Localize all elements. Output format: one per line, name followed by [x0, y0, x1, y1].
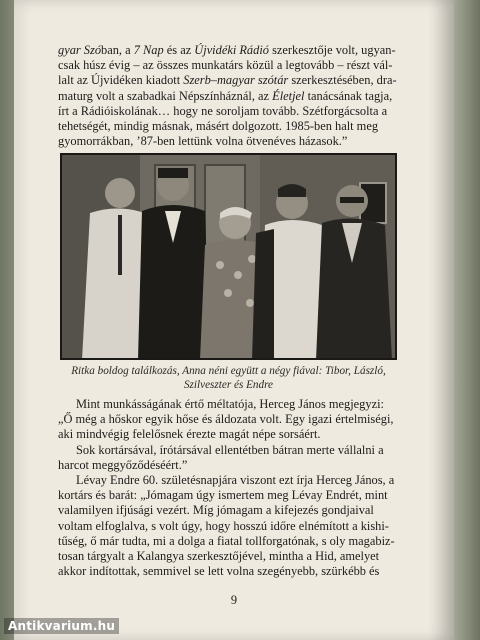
text-line — [58, 104, 420, 119]
paragraph — [58, 443, 420, 473]
text-run: és az — [163, 43, 195, 57]
page-number: 9 — [230, 593, 238, 607]
italic-title: Újvidéki Rádió — [194, 43, 269, 57]
text-line: aki mindvégig felelősnek érezte magát népe sorsáért. — [58, 427, 321, 442]
italic-title: gyar Szó — [58, 43, 102, 57]
caption-line: Ritka boldog találkozás, Anna néni együtt a négy fiával: Tibor, László, — [71, 365, 386, 377]
text-run: tehetségét, mindig másnak, másért dolgozott. 1985-ben halt meg — [58, 119, 379, 134]
book-page — [14, 0, 454, 640]
text-line — [58, 89, 420, 104]
text-line: Mint munkásságának értő méltatója, Herceg János megjegyzi: — [76, 397, 384, 411]
text-line: tosan tárgyalt a Kalangya szerkesztőjével, mintha a Hid, amelyet — [58, 549, 380, 564]
text-line: „Ő még a hőskor egyik hőse és áldozata volt. Egy igazi értelmiségi, — [58, 412, 394, 427]
text-line: harcot meggyőződéséért.” — [58, 457, 188, 472]
text-run: ban, a — [101, 43, 134, 57]
text-line: akkor indítottak, semmivel se lett volna szegényebb, szürkébb és — [58, 564, 380, 579]
watermark-label: Antikvarium.hu — [4, 618, 119, 634]
text-line — [58, 119, 420, 134]
text-line: tűség, ő már tudta, mi a dolga a fiatal tollforgatónak, s oly magabiz- — [58, 533, 395, 548]
text-run: maturg volt a szabadkai Népszínháznál, az — [58, 88, 273, 103]
text-line: Sok kortársával, írótársával ellentétben bátran merte vállalni a — [76, 442, 384, 457]
group-photo-illustration — [60, 153, 397, 360]
text-line — [58, 43, 420, 58]
italic-title: 7 Nap — [133, 43, 164, 57]
italic-title: Életjel — [272, 88, 305, 103]
text-line: valamilyen ifjúsági vezért. Míg jómagam a kifejezés gondjaival — [58, 503, 374, 518]
text-line — [58, 134, 420, 149]
photo-caption — [60, 364, 397, 392]
paragraph — [58, 473, 420, 579]
text-run: írt a Rádióiskolának… hogy ne soroljam tovább. Szétforgácsolta a — [58, 103, 388, 118]
text-run: gyomorrákban, ’87-ben lettünk volna ötvenéves házasok.” — [58, 134, 348, 149]
text-run: szerkesztésében, dra- — [288, 73, 397, 88]
text-run: csak húsz évig – az összes munkatárs közül a legtovább – részt vál- — [58, 58, 393, 73]
text-line: kortárs és barát: „Jómagam úgy ismertem meg Lévay Endrét, mint — [58, 488, 388, 503]
text-line — [58, 58, 420, 73]
italic-title: Szerb–magyar szótár — [183, 73, 289, 88]
text-run: tanácsának tagja, — [304, 88, 393, 103]
paragraph — [58, 43, 420, 149]
text-run: szerkesztője volt, ugyan- — [268, 43, 396, 57]
paragraph — [58, 397, 420, 443]
text-run: lalt az Újvidéken kiadott — [58, 73, 184, 88]
photograph — [60, 153, 397, 360]
text-block-top — [58, 43, 420, 149]
text-block-bottom — [58, 397, 420, 579]
caption-line: Szilveszter és Endre — [183, 379, 274, 391]
text-line — [58, 73, 420, 88]
text-line: Lévay Endre 60. születésnapjára viszont ezt írja Herceg János, a — [76, 473, 395, 488]
spine-shadow — [428, 0, 454, 640]
text-line: voltam elfoglalva, s volt úgy, hogy hosszú időre elnémított a kishi- — [58, 518, 389, 533]
